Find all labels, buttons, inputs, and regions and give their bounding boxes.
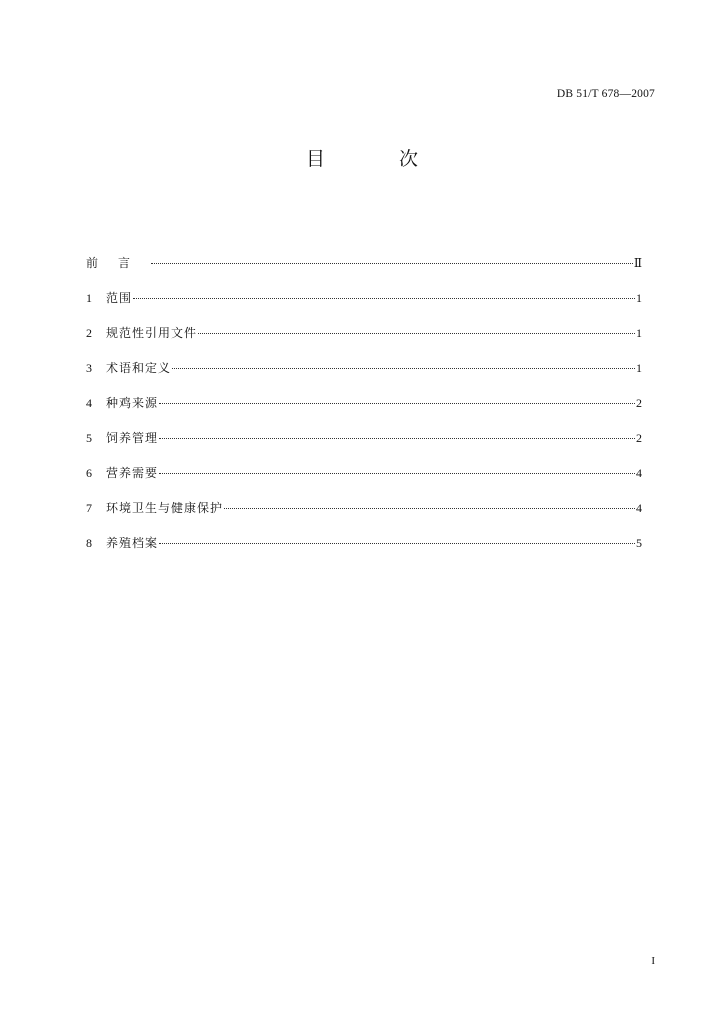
toc-entry-number: 8 <box>86 536 92 550</box>
toc-leader-dots <box>133 297 635 299</box>
toc-entry-5[interactable] <box>86 429 642 464</box>
toc-entry-title: 营养需要 <box>106 466 159 480</box>
toc-entry-page: 1 <box>636 291 642 305</box>
toc-entry-2[interactable] <box>86 324 642 359</box>
page-number: I <box>651 955 655 967</box>
toc-leader-dots <box>172 367 635 369</box>
toc-leader-dots <box>159 437 635 439</box>
toc-entry-number: 3 <box>86 361 92 375</box>
toc-leader-dots <box>151 262 633 264</box>
toc-leader-dots <box>159 402 635 404</box>
toc-entry-title: 规范性引用文件 <box>106 326 198 340</box>
toc-leader-dots <box>159 472 635 474</box>
toc-entry-number: 6 <box>86 466 92 480</box>
toc-entry-page: 4 <box>636 466 642 480</box>
toc-entry-1[interactable] <box>86 289 642 324</box>
toc-entry-number: 2 <box>86 326 92 340</box>
toc-entry-title: 环境卫生与健康保护 <box>106 501 224 515</box>
toc-entry-title: 前言 <box>86 256 151 270</box>
toc-entry-3[interactable] <box>86 359 642 394</box>
document-code: DB 51/T 678—2007 <box>556 88 655 100</box>
toc-entry-page: 1 <box>636 361 642 375</box>
toc-entry-page: 5 <box>636 536 642 550</box>
toc-entry-page: 1 <box>636 326 642 340</box>
toc-entry-page: 4 <box>636 501 642 515</box>
toc-entry-title: 种鸡来源 <box>106 396 159 410</box>
toc-entry-8[interactable] <box>86 534 642 569</box>
toc-entry-title: 术语和定义 <box>106 361 172 375</box>
toc-entry-title: 养殖档案 <box>106 536 159 550</box>
toc-entry-title: 饲养管理 <box>106 431 159 445</box>
table-of-contents <box>86 254 642 569</box>
toc-entry-page: 2 <box>636 396 642 410</box>
toc-entry-page: 2 <box>636 431 642 445</box>
toc-entry-4[interactable] <box>86 394 642 429</box>
toc-entry-number: 5 <box>86 431 92 445</box>
toc-entry-preface[interactable] <box>86 254 642 289</box>
toc-entry-7[interactable] <box>86 499 642 534</box>
toc-entry-number: 7 <box>86 501 92 515</box>
page-title: 目 次 <box>305 148 453 170</box>
toc-entry-6[interactable] <box>86 464 642 499</box>
toc-entry-title: 范围 <box>106 291 133 305</box>
toc-leader-dots <box>224 507 635 509</box>
toc-entry-number: 1 <box>86 291 92 305</box>
toc-entry-page: Ⅱ <box>633 256 642 270</box>
toc-leader-dots <box>159 542 635 544</box>
toc-leader-dots <box>198 332 635 334</box>
toc-entry-number: 4 <box>86 396 92 410</box>
